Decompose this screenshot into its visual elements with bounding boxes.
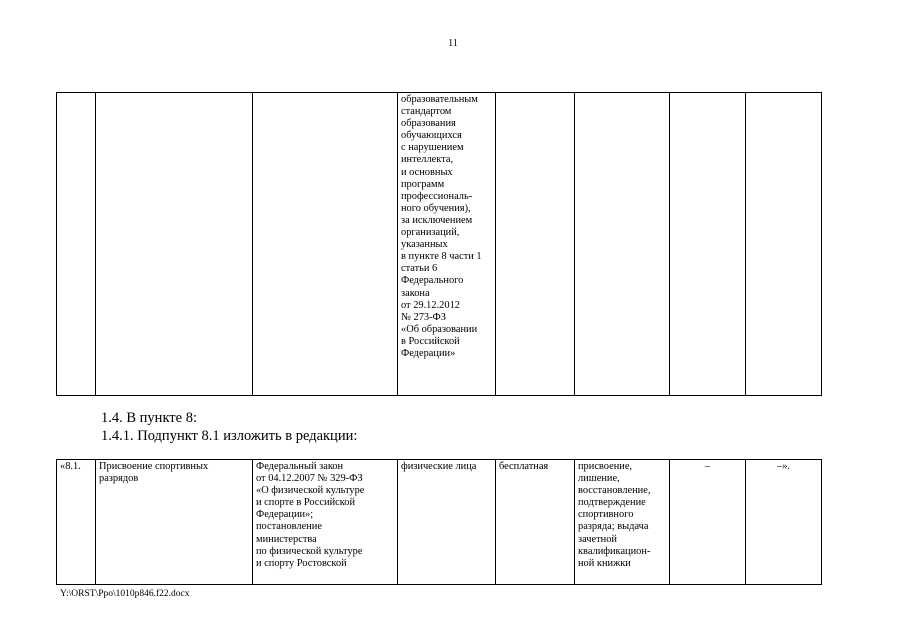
paragraph-item-1-4-1: 1.4.1. Подпункт 8.1 изложить в редакции: <box>101 428 358 444</box>
table-cell <box>670 93 746 396</box>
cell-legal-basis: Федеральный закон от 04.12.2007 № 329-ФЗ «О физической культуре и спорте в Российской Федерации»; постановление министерства по физической культуре и спорту Ростовской <box>253 460 398 585</box>
table-cell <box>253 93 398 396</box>
cell-service-name: Присвоение спортивных разрядов <box>96 460 253 585</box>
cell-applicants: физические лица <box>398 460 496 585</box>
cell-dash: – <box>670 460 746 585</box>
table-cell <box>746 93 822 396</box>
table-row <box>57 460 822 585</box>
file-path-footer: Y:\ORST\Ppo\1010p846.f22.docx <box>60 589 190 599</box>
cell-payment: бесплатная <box>496 460 575 585</box>
paragraph-item-1-4: 1.4. В пункте 8: <box>101 410 197 426</box>
table-row <box>57 93 822 396</box>
cell-number: «8.1. <box>57 460 96 585</box>
table-cell <box>96 93 253 396</box>
continuation-table <box>56 92 822 396</box>
page-number: 11 <box>448 38 458 49</box>
table-cell-legal-text: образовательным стандартом образования обучающихся с нарушением интеллекта, и основных программ профессиональ- ного обучения), за исключением организаций, указанных в пункте 8 части 1 статьи 6 Федерального закона от 29.12.2012 № 273-ФЗ «Об образовании в Российской Федерации» <box>398 93 496 396</box>
cell-result: присвоение, лишение, восстановление, подтверждение спортивного разряда; выдача зачетной квалификацион- ной книжки <box>575 460 670 585</box>
table-cell <box>57 93 96 396</box>
amendment-table <box>56 459 822 585</box>
table-cell <box>575 93 670 396</box>
table-cell <box>496 93 575 396</box>
cell-dash-closing: –». <box>746 460 822 585</box>
